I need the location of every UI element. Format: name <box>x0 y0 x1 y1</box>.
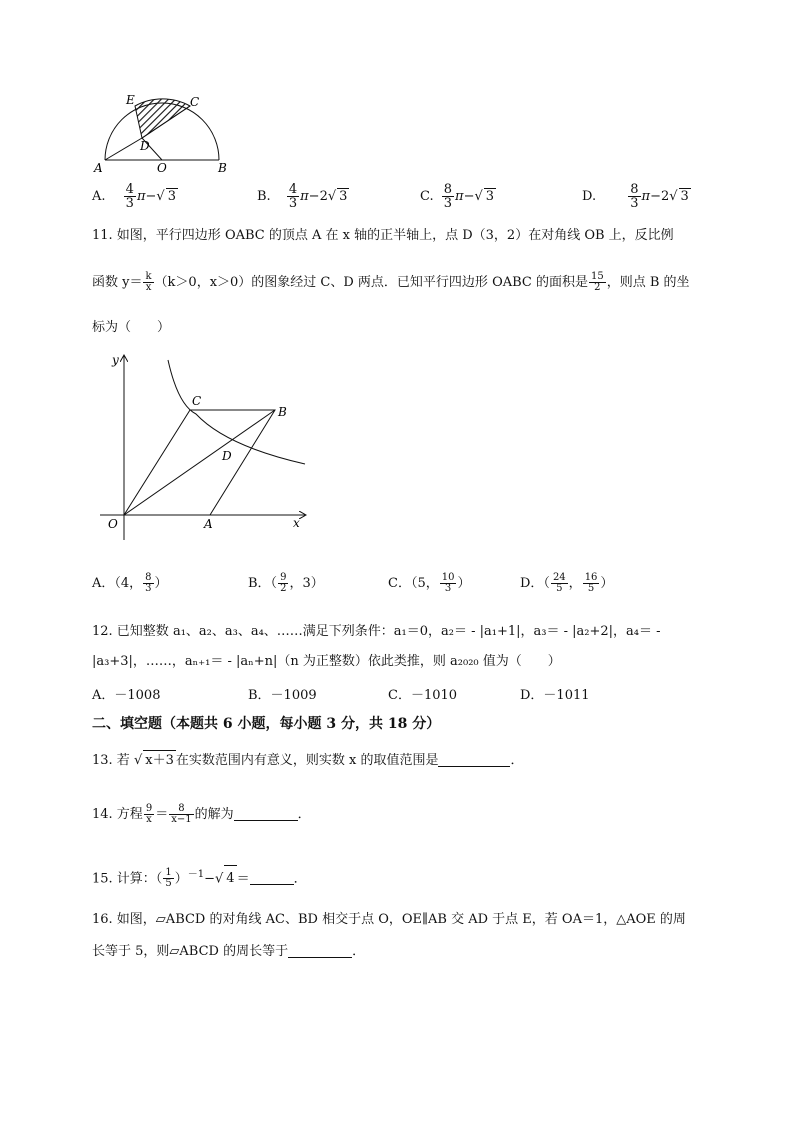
label-y: y <box>112 353 119 367</box>
q10-figure <box>90 92 240 177</box>
label-a: A <box>94 161 103 175</box>
q13-answer-blank[interactable] <box>438 752 510 767</box>
q12-option-b[interactable]: B．－1009 <box>248 688 317 703</box>
label-c: C <box>192 394 202 408</box>
label-e: E <box>126 93 135 107</box>
q16-line-2: 长等于 5，则▱ABCD 的周长等于 ． <box>92 944 366 959</box>
q12-option-a[interactable]: A．－1008 <box>92 688 161 703</box>
label-x: x <box>293 516 300 530</box>
q10-option-d[interactable]: D. $\frac{8}{3}$ π−2√ 3 <box>582 182 689 211</box>
q12-option-d[interactable]: D．－1011 <box>520 688 590 703</box>
q11-option-d[interactable]: D．（ $\frac{24}{5}$ ， $\frac{16}{5}$ ） <box>520 572 614 594</box>
q15-line: 15. 计算：（ $\frac{1}{5}$ ）$^{-1}$−√ 4 ＝ ． <box>92 862 307 892</box>
q11-figure <box>100 350 315 545</box>
shaded-region <box>135 99 190 138</box>
label-a: A <box>204 517 213 531</box>
segment-ad <box>105 138 142 160</box>
q14-line: 14. 方程 $\frac{9}{x}$ ＝ $\frac{8}{x-1}$ 的解为 ． <box>92 803 311 825</box>
q16-line-1: 16. 如图，▱ABCD 的对角线 AC、BD 相交于点 O，OE∥AB 交 AD 于点 E，若 OA＝1，△AOE 的周 <box>92 912 686 927</box>
q14-answer-blank[interactable] <box>234 806 298 821</box>
label-c: C <box>190 95 200 109</box>
label-d: D <box>222 449 232 463</box>
q11-line-1: 11. 如图，平行四边形 OABC 的顶点 A 在 x 轴的正半轴上，点 D（3，2）在对角线 OB 上，反比例 <box>92 228 674 243</box>
q12-line-1: 12. 已知整数 a₁、a₂、a₃、a₄、……满足下列条件：a₁＝0，a₂＝ - |a₁+1|，a₃＝ - |a₂+2|，a₄＝ - <box>92 624 661 639</box>
q10-option-b[interactable]: B. $\frac{4}{3}$ π−2√ 3 <box>257 182 348 211</box>
section-2-heading: 二、填空题（本题共 6 小题，每小题 3 分，共 18 分） <box>92 716 441 732</box>
q11-option-a[interactable]: A．（4， $\frac{8}{3}$ ） <box>92 572 168 594</box>
label-b: B <box>218 161 227 175</box>
q13-line: 13. 若 √ x＋3 在实数范围内有意义，则实数 x 的取值范围是 ． <box>92 750 523 771</box>
q12-line-2: |a₃+3|，……，aₙ₊₁＝ - |aₙ+n|（n 为正整数）依此类推，则 a₂₀₂₀ 值为（ ） <box>92 654 561 669</box>
q11-line-3: 标为（ ） <box>92 320 171 335</box>
q16-answer-blank[interactable] <box>288 943 352 958</box>
q11-option-c[interactable]: C．（5， $\frac{10}{3}$ ） <box>388 572 471 594</box>
q10-option-c[interactable]: C. $\frac{8}{3}$ π−√ 3 <box>420 182 495 211</box>
label-b: B <box>278 405 287 419</box>
q12-option-c[interactable]: C．－1010 <box>388 688 458 703</box>
q11-line-2: 函数 y＝ $\frac{k}{x}$ （k＞0，x＞0）的图象经过 C、D 两点．已知平行四边形 OABC 的面积是 $\frac{15}{2}$ ，则点 B 的坐 <box>92 271 690 293</box>
label-o: O <box>108 517 118 531</box>
q15-answer-blank[interactable] <box>250 870 294 885</box>
label-d: D <box>140 139 150 153</box>
q10-option-a[interactable]: A. $\frac{4}{3}$ π−√ 3 <box>92 182 176 211</box>
q11-option-b[interactable]: B．（ $\frac{9}{2}$ ，3） <box>248 572 324 594</box>
diagonal-ob <box>124 410 275 515</box>
label-o: O <box>157 161 167 175</box>
